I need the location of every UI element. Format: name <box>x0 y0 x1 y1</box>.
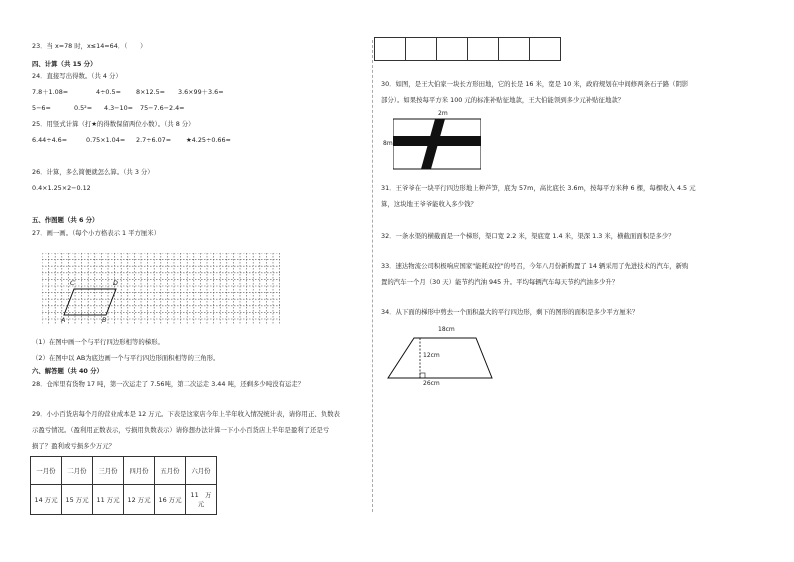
trapezoid-height-label: 12cm <box>423 352 440 359</box>
q24-item: 75−7.6−2.4= <box>140 104 185 112</box>
question-27-1: （1）在图中画一个与平行四边形相等的梯形。 <box>32 338 164 346</box>
income-cell: 12 万元 <box>124 485 155 515</box>
square-grid <box>42 253 280 325</box>
score-boxes <box>374 37 561 61</box>
month-header: 一月份 <box>31 457 62 485</box>
question-32: 32．一条水渠的横截面是一个梯形，渠口宽 2.2 米，渠底宽 1.4 米，渠深 1.3 米，横截面面积是多少？ <box>381 232 675 240</box>
q25-item: 2.7÷6.07= <box>136 136 172 144</box>
question-27-2: （2）在图中以 AB为底边画一个与平行四边形面积相等的三角形。 <box>32 354 220 362</box>
q24-item: 4.3−10= <box>104 104 134 112</box>
question-26: 26．计算，多么简便就怎么算。（共 3 分） <box>32 168 154 176</box>
score-box[interactable] <box>375 38 406 60</box>
question-29-line2: 示盈亏情况。（盈利用正数表示，亏损用负数表示）请你想办法计算一下小小百货店上半年是盈利了还是亏 <box>32 426 330 434</box>
trapezoid-top-label: 18cm <box>438 326 455 333</box>
income-cell <box>186 485 217 515</box>
trapezoid-bottom-label: 26cm <box>423 380 440 387</box>
score-box[interactable] <box>437 38 468 60</box>
vertex-label-b: B <box>102 316 107 324</box>
q26-expression: 0.4×1.25×2−0.12 <box>32 184 91 192</box>
rectangle-field-figure <box>393 117 481 171</box>
income-cell: 14 万元 <box>31 485 62 515</box>
question-24: 24．直接写出得数。（共 4 分） <box>32 72 122 80</box>
question-33-line2: 置的汽车一个月（30 天）能节约汽油 945 升。平均每辆汽车每天节约汽油多少升？ <box>381 278 619 286</box>
q24-item: 8×12.5= <box>136 88 166 96</box>
q25-item: 6.44÷4.6= <box>32 136 68 144</box>
question-25: 25．用竖式计算（打★的得数保留两位小数）。（共 8 分） <box>32 120 195 128</box>
question-30-line1: 30．如图，是王大伯家一块长方形田地，它的长是 16 米，宽是 10 米，政府规划在中间修两条石子路（阴影 <box>381 80 689 88</box>
question-23: 23．当 x=78 时，x≤14=64．（ ） <box>32 42 147 50</box>
q24-item: 4÷0.5= <box>96 88 121 96</box>
section-6-heading: 六、解答题（共 40 分） <box>32 367 103 375</box>
question-27: 27．画一画。（每个小方格表示 1 平方厘米） <box>32 229 161 237</box>
vertex-label-a: A <box>61 316 66 324</box>
score-box[interactable] <box>468 38 499 60</box>
question-29-line3: 损了？盈利或亏损多少万元？ <box>32 442 116 450</box>
income-cell: 11 万元 <box>93 485 124 515</box>
income-cell: 15 万元 <box>62 485 93 515</box>
section-4-heading: 四、计算（共 15 分） <box>32 60 97 68</box>
q24-item: 7.8＋1.08= <box>32 88 69 96</box>
score-box[interactable] <box>499 38 530 60</box>
q24-item: 5−6= <box>32 104 51 112</box>
month-header: 四月份 <box>124 457 155 485</box>
income-cell-line2: 元 <box>197 499 205 508</box>
vertex-label-d: D <box>113 279 118 287</box>
q24-item: 3.6×99＋3.6= <box>178 88 224 96</box>
question-33-line1: 33．速达物流公司积极响应国家"能耗双控"的号召，今年八月份新购置了 14 辆采用了先进技术的汽车，新购 <box>381 262 689 270</box>
question-34: 34．从下面的梯形中剪去一个面积最大的平行四边形，剩下的图形的面积是多少平方厘米？ <box>381 308 639 316</box>
score-box[interactable] <box>530 38 560 60</box>
q25-item: 0.75×1.04= <box>86 136 126 144</box>
vertex-label-c: C <box>70 279 75 287</box>
month-header: 六月份 <box>186 457 217 485</box>
question-29-line1: 29．小小百货店每个月的营业成本是 12 万元。下表是这家店今年上半年收入情况统计表，请你用正、负数表 <box>32 410 340 418</box>
month-header: 五月份 <box>155 457 186 485</box>
figure-road-height-label: 8m <box>383 140 393 147</box>
question-31-line1: 31．王爷爷在一块平行四边形地上种芦笋，底为 57m，高比底长 3.6m，按每平方米种 6 棵，每棵收入 4.5 元 <box>381 184 696 192</box>
section-5-heading: 五、作图题（共 6 分） <box>32 216 99 224</box>
monthly-income-table <box>30 456 217 515</box>
q25-item: ★4.25÷0.66≈ <box>186 136 231 144</box>
question-31-line2: 算，这块地王爷爷能收入多少钱？ <box>381 200 477 208</box>
month-header: 三月份 <box>93 457 124 485</box>
month-header: 二月份 <box>62 457 93 485</box>
q24-item: 0.5²= <box>74 104 93 112</box>
income-cell-line1: 11 万 <box>190 490 212 499</box>
question-28: 28．仓库里有货物 17 吨，第一次运走了 7.56吨，第二次运走 3.44 吨，还剩多少吨没有运走？ <box>32 380 305 388</box>
figure-road-width-label: 2m <box>438 110 448 117</box>
question-30-line2: 部分）。如果按每平方米 100 元的标准补贴征地款，王大伯能领到多少元补贴征地款？ <box>381 96 625 104</box>
score-box[interactable] <box>406 38 437 60</box>
trapezoid-figure <box>386 330 494 382</box>
income-cell: 16 万元 <box>155 485 186 515</box>
column-divider <box>372 40 373 512</box>
